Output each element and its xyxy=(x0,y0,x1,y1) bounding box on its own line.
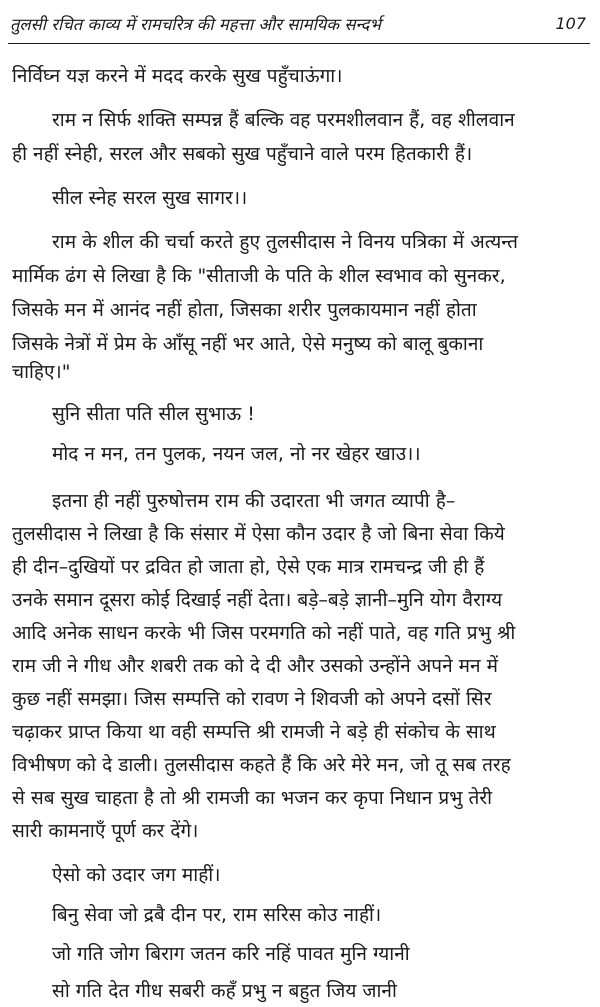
verse-line: जो गति जोग बिराग जतन करि नहिं पावत मुनि ग्यानी xyxy=(52,943,410,965)
text-line: जिसके नेत्रों में प्रेम के आँसू नहीं भर आते, ऐसे मनुष्य को बालू बुकाना xyxy=(12,333,484,355)
text-line: मार्मिक ढंग से लिखा है कि "सीताजी के पति के शील स्वभाव को सुनकर, xyxy=(12,265,506,287)
text-line: राम के शील की चर्चा करते हुए तुलसीदास ने विनय पत्रिका में अत्यन्त xyxy=(52,231,518,253)
verse-line: ऐसो को उदार जग माहीं। xyxy=(52,864,221,886)
text-line: चढ़ाकर प्राप्त किया था वही सम्पत्ति श्री रामजी ने बड़े ही संकोच के साथ xyxy=(12,721,496,743)
text-line: ही नहीं स्नेही, सरल और सबको सुख पहुँचाने वाले परम हितकारी हैं। xyxy=(12,143,473,165)
text-line: कुछ नहीं समझा। जिस सम्पत्ति को रावण ने शिवजी को अपने दसों सिर xyxy=(12,688,492,710)
text-line: ही दीन–दुखियों पर द्रवित हो जाता हो, ऐसे एक मात्र रामचन्द्र जी ही हैं xyxy=(12,556,485,578)
text-line: चाहिए।" xyxy=(12,361,71,383)
text-line: राम जी ने गीध और शबरी तक को दे दी और उसको उन्होंने अपने मन में xyxy=(12,655,498,677)
text-line: निर्विघ्न यज्ञ करने में मदद करके सुख पहुँचाऊंगा। xyxy=(12,65,343,87)
text-line: तुलसीदास ने लिखा है कि संसार में ऐसा कौन उदार है जो बिना सेवा किये xyxy=(12,523,505,545)
text-line: जिसके मन में आनंद नहीं होता, जिसका शरीर पुलकायमान नहीं होता xyxy=(12,299,477,321)
verse-line: सो गति देत गीध सबरी कहँ प्रभु न बहुत जिय जानी xyxy=(52,980,397,1002)
verse-line: बिनु सेवा जो द्रबै दीन पर, राम सरिस कोउ नाहीं। xyxy=(52,904,382,926)
text-line: सारी कामनाएँ पूर्ण कर देंगे। xyxy=(12,820,199,842)
text-line: आदि अनेक साधन करके भी जिस परमगति को नहीं पाते, वह गति प्रभु श्री xyxy=(12,622,516,644)
text-line: राम न सिर्फ शक्ति सम्पन्न हैं बल्कि वह परमशीलवान हैं, वह शीलवान xyxy=(52,109,515,131)
text-line: से सब सुख चाहता है तो श्री रामजी का भजन कर कृपा निधान प्रभु तेरी xyxy=(12,787,493,809)
header-title: तुलसी रचित काव्य में रामचरित्र की महत्ता और सामयिक सन्दर्भ xyxy=(10,15,381,34)
page-number: 107 xyxy=(555,14,586,33)
verse-line: मोद न मन, तन पुलक, नयन जल, नो नर खेहर खाउ।। xyxy=(52,443,421,465)
verse-line: सुनि सीता पति सील सुभाऊ ! xyxy=(52,403,255,425)
verse-line: सील स्नेह सरल सुख सागर।। xyxy=(52,187,248,209)
text-line: उनके समान दूसरा कोई दिखाई नहीं देता। बड़े–बड़े ज्ञानी–मुनि योग वैराग्य xyxy=(12,589,503,611)
text-line: विभीषण को दे डाली। तुलसीदास कहते हैं कि अरे मेरे मन, जो तू सब तरह xyxy=(12,754,511,776)
text-line: इतना ही नहीं पुरुषोत्तम राम की उदारता भी जगत व्यापी है– xyxy=(52,490,456,512)
